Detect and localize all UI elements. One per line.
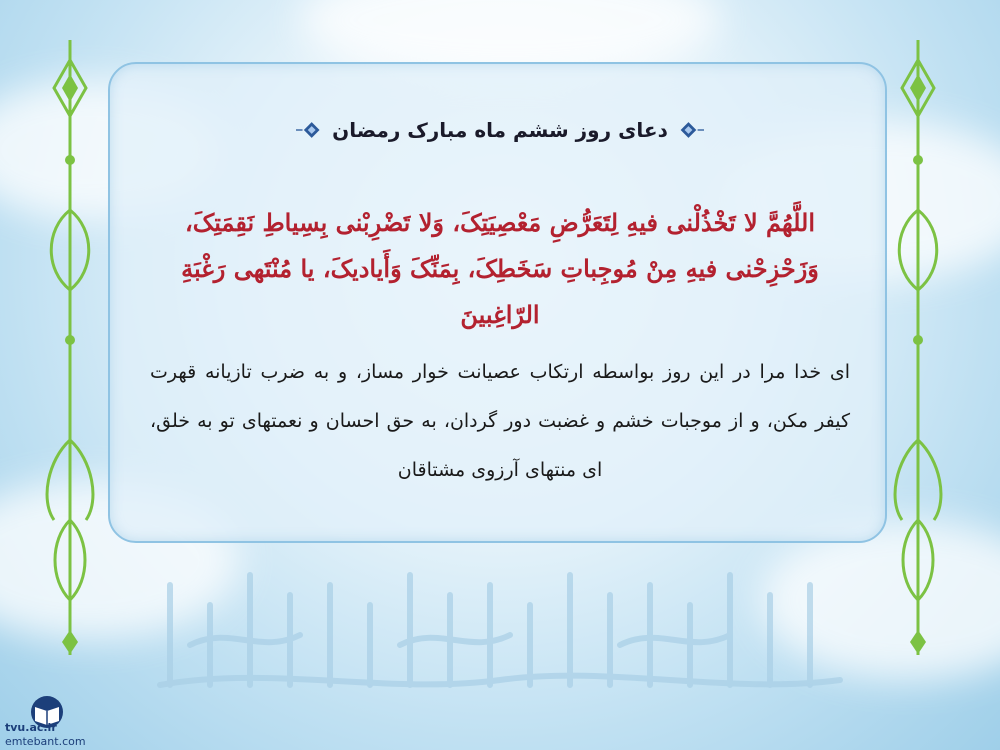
calligraphy-decoration	[150, 555, 850, 705]
site-logo-text: tvu.ac.ir	[5, 721, 57, 734]
site-logo[interactable]	[5, 695, 115, 750]
left-vine-ornament	[40, 40, 100, 655]
watermark-text: emtebant.com	[5, 735, 86, 748]
persian-translation: ای خدا مرا در این روز بواسطه ارتکاب عصیانت خوار مساز، و به ضرب تازیانه قهرت کیفر مکن، و از موجبات خشم و غضبت دور گردان، به حق احسان و نعمتهای تو به خلق، ای منتهای آرزوی مشتاقان	[150, 361, 850, 481]
header	[296, 108, 704, 152]
arabic-prayer-text	[150, 200, 850, 338]
left-header-ornament-icon	[296, 115, 322, 145]
right-header-ornament-icon	[678, 115, 704, 145]
arabic-line: اللَّهُمَّ لا تَخْذُلْنی فیهِ لِتَعَرُّضِ مَعْصِیَتِکَ، وَلا تَضْرِبْنی بِسِیاطِ نَقِمَتِکَ،	[184, 208, 816, 237]
arabic-line: وَزَحْزِحْنی فیهِ مِنْ مُوجِباتِ سَخَطِکَ، بِمَنِّکَ وَأَیادیکَ، یا مُنْتَهی رَغْبَةِ الرّاغِبینَ	[181, 254, 819, 329]
page-title: دعای روز ششم ماه مبارک رمضان	[332, 118, 668, 142]
right-vine-ornament	[888, 40, 948, 655]
